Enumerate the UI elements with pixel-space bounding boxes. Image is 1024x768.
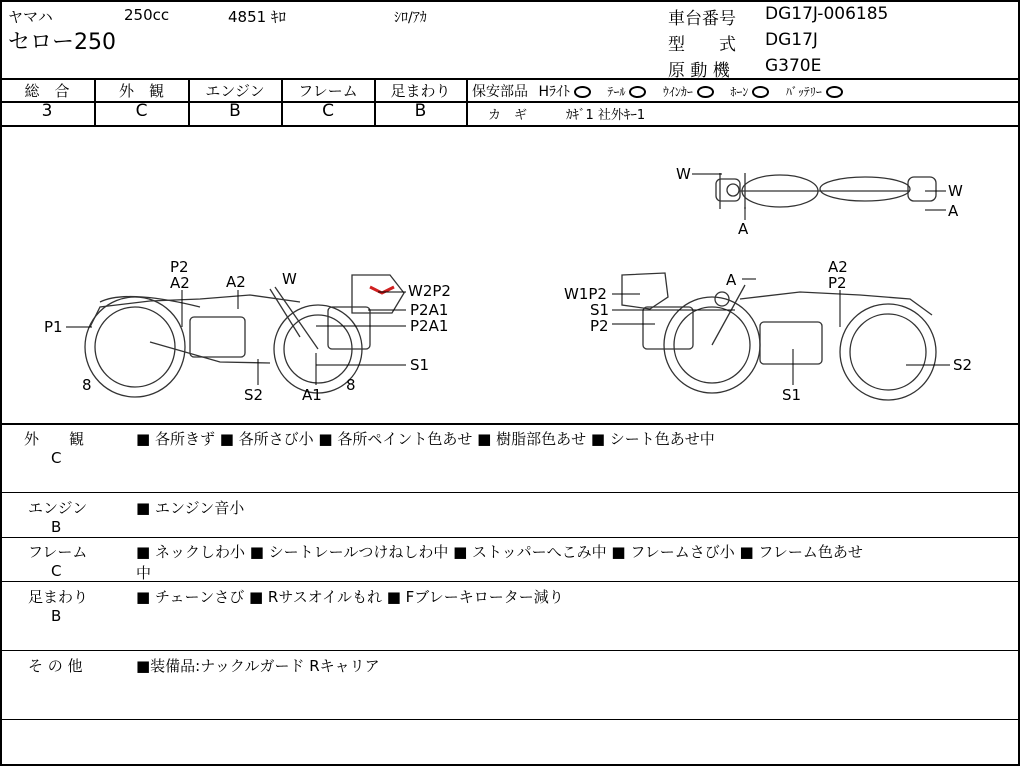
right-label-a: A <box>726 271 737 289</box>
displacement: 250cc <box>124 6 170 24</box>
exterior-label: 外 観 <box>118 82 164 100</box>
left-label-s1: S1 <box>410 356 430 374</box>
maker: ヤマハ <box>8 8 53 26</box>
frame-section-items: ■ ネックしわ小 ■ シートレールつけねしわ中 ■ ストッパーへこみ中 ■ フレームさび小 ■ フレーム色あせ <box>136 543 863 561</box>
engine-score: B <box>229 101 241 121</box>
left-label-8-front: 8 <box>346 376 356 394</box>
safety-item-winker: ｳｲﾝｶｰ <box>662 85 693 99</box>
engine-label: エンジン <box>205 82 265 100</box>
left-label-8-rear: 8 <box>82 376 92 394</box>
frame-label: フレーム <box>298 82 358 100</box>
ok-circle-icon <box>752 86 769 98</box>
divider <box>0 581 1020 582</box>
ok-circle-icon <box>629 86 646 98</box>
divider <box>0 492 1020 493</box>
left-label-a2: A2 <box>170 274 190 292</box>
frame-section-grade: C <box>51 562 62 580</box>
exterior-section-title: 外 観 <box>24 430 85 448</box>
left-label-p2: P2 <box>170 258 189 276</box>
other-section-title: そ の 他 <box>28 657 83 675</box>
ok-circle-icon <box>697 86 714 98</box>
safety-parts-row <box>472 81 843 101</box>
frame-score: C <box>322 101 334 121</box>
safety-item-tail: ﾃｰﾙ <box>607 85 626 99</box>
exterior-section-grade: C <box>51 449 62 467</box>
top-label-w-right: W <box>948 182 963 200</box>
right-label-w1p2: W1P2 <box>564 285 607 303</box>
mileage: 4851 ｷﾛ <box>228 8 286 26</box>
suspension-label: 足まわり <box>390 82 451 100</box>
right-label-s1-bottom: S1 <box>782 386 802 404</box>
suspension-section-title: 足まわり <box>28 588 89 606</box>
right-label-s1-top: S1 <box>590 301 610 319</box>
bike-top-view <box>716 173 936 209</box>
color: ｼﾛ/ｱｶ <box>394 10 427 26</box>
safety-label: 保安部品 <box>472 84 528 100</box>
right-label-a2: A2 <box>828 258 848 276</box>
overall-label: 総 合 <box>24 82 70 100</box>
left-label-s2: S2 <box>244 386 264 404</box>
key-value: ｶｷﾞ1 社外ｷｰ1 <box>566 108 646 123</box>
engine-section-title: エンジン <box>28 499 88 517</box>
bike-right-side <box>622 273 936 400</box>
engine-section-items: ■ エンジン音小 <box>136 499 245 517</box>
right-label-s2: S2 <box>953 356 973 374</box>
safety-item-headlight: Hﾗｲﾄ <box>538 84 570 100</box>
top-label-a-right: A <box>948 202 959 220</box>
suspension-section-items: ■ チェーンさび ■ Rサスオイルもれ ■ Fブレーキローター減り <box>136 588 564 606</box>
divider <box>0 423 1020 425</box>
frame-section-items-cont: 中 <box>136 564 152 582</box>
divider <box>0 537 1020 538</box>
divider <box>0 719 1020 720</box>
right-label-p2-low: P2 <box>590 317 609 335</box>
ok-circle-icon <box>826 86 843 98</box>
safety-item-battery: ﾊﾞｯﾃﾘｰ <box>785 85 822 99</box>
suspension-section-grade: B <box>51 607 62 625</box>
left-label-a1: A1 <box>302 386 322 404</box>
safety-item-horn: ﾎｰﾝ <box>730 85 749 99</box>
top-label-w-left: W <box>676 165 691 183</box>
engine-model-value: G370E <box>765 56 822 76</box>
model-name: セロー250 <box>8 30 116 55</box>
top-label-a-bottom: A <box>738 220 749 238</box>
engine-model-label: 原 動 機 <box>668 61 730 81</box>
divider <box>0 650 1020 651</box>
bike-left-side <box>85 275 404 397</box>
left-label-p2a1-a: P2A1 <box>410 301 449 319</box>
left-label-p2a1-b: P2A1 <box>410 317 449 335</box>
other-section-items: ■装備品:ナックルガード Rキャリア <box>136 657 380 675</box>
frame-no: DG17J-006185 <box>765 4 889 24</box>
ok-circle-icon <box>574 86 591 98</box>
key-label: カ ギ <box>488 108 528 123</box>
left-label-a2-tank: A2 <box>226 273 246 291</box>
type-label: 型 式 <box>668 35 736 55</box>
engine-section-grade: B <box>51 518 62 536</box>
type-value: DG17J <box>765 30 818 50</box>
exterior-score: C <box>135 101 148 121</box>
suspension-score: B <box>414 101 427 121</box>
overall-score: 3 <box>41 101 53 121</box>
left-label-p1: P1 <box>44 318 63 336</box>
exterior-section-items: ■ 各所きず ■ 各所さび小 ■ 各所ペイント色あせ ■ 樹脂部色あせ ■ シート色あせ中 <box>136 430 715 448</box>
frame-no-label: 車台番号 <box>668 9 736 29</box>
right-label-p2: P2 <box>828 274 847 292</box>
frame-section-title: フレーム <box>28 543 88 561</box>
damage-diagram <box>0 127 1020 423</box>
left-label-w2p2: W2P2 <box>408 282 451 300</box>
left-label-w: W <box>282 270 297 288</box>
